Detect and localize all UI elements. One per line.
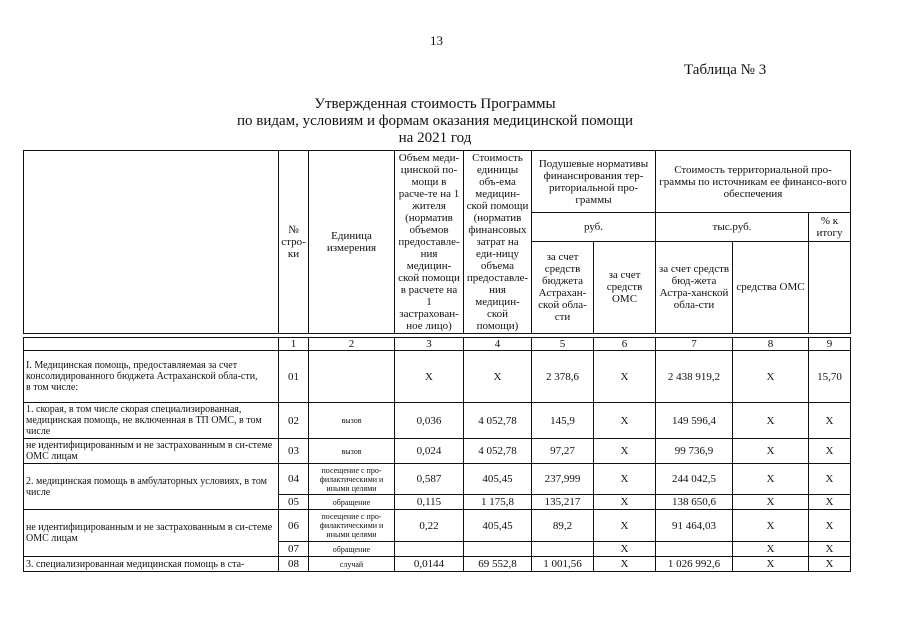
row-unit: случай xyxy=(309,557,395,572)
header-per-capita: Подушевые нормативы финансирования тер-риториальной про-граммы xyxy=(532,151,656,213)
row-unit: посещение с про-филактическими и иными целями xyxy=(309,510,395,542)
row-pct: X xyxy=(809,439,851,464)
header-thous-rub: тыс.руб. xyxy=(656,213,809,242)
row-pct: X xyxy=(809,464,851,495)
title-line-2: по видам, условиям и формам оказания медицинской помощи xyxy=(236,113,634,129)
row-unit: посещение с про-филактическими и иными целями xyxy=(309,464,395,495)
header-oms-terr: средства ОМС xyxy=(733,241,809,333)
column-number: 7 xyxy=(656,338,733,351)
row-terr-budget: 99 736,9 xyxy=(656,439,733,464)
column-number: 3 xyxy=(395,338,464,351)
row-terr-budget: 1 026 992,6 xyxy=(656,557,733,572)
column-number-row xyxy=(24,338,851,351)
row-pct: X xyxy=(809,495,851,510)
table-row xyxy=(24,510,851,542)
row-oms: X xyxy=(594,542,656,557)
column-number-blank xyxy=(24,338,279,351)
row-terr-budget: 244 042,5 xyxy=(656,464,733,495)
row-oms: X xyxy=(594,495,656,510)
table-row xyxy=(24,403,851,439)
row-terr-oms: X xyxy=(733,439,809,464)
column-number: 5 xyxy=(532,338,594,351)
column-number: 9 xyxy=(809,338,851,351)
row-oms: X xyxy=(594,557,656,572)
row-unit: обращение xyxy=(309,495,395,510)
row-name: не идентифицированным и не застрахованным в си-стеме ОМС лицам xyxy=(24,439,279,464)
table-label: Таблица № 3 xyxy=(684,62,767,78)
row-name: 1. скорая, в том числе скорая специализированная, медицинская помощь, не включенная в ТП ОМС, в том числе xyxy=(24,403,279,439)
cost-table xyxy=(23,150,851,572)
row-pct: X xyxy=(809,510,851,542)
row-unit: вызов xyxy=(309,403,395,439)
header-budget-src-terr: за счет средств бюд-жета Астра-ханской обла-сти xyxy=(656,241,733,333)
row-no: 05 xyxy=(279,495,309,510)
row-no: 02 xyxy=(279,403,309,439)
row-pct: 15,70 xyxy=(809,351,851,403)
row-no: 01 xyxy=(279,351,309,403)
row-unit: вызов xyxy=(309,439,395,464)
row-volume: 0,024 xyxy=(395,439,464,464)
row-cost: 405,45 xyxy=(464,510,532,542)
row-pct: X xyxy=(809,557,851,572)
row-cost: 4 052,78 xyxy=(464,439,532,464)
column-number: 2 xyxy=(309,338,395,351)
row-budget: 145,9 xyxy=(532,403,594,439)
row-oms: X xyxy=(594,464,656,495)
row-name: 2. медицинская помощь в амбулаторных условиях, в том числе xyxy=(24,464,279,510)
row-pct: X xyxy=(809,542,851,557)
row-terr-oms: X xyxy=(733,495,809,510)
row-terr-budget: 138 650,6 xyxy=(656,495,733,510)
row-unit xyxy=(309,351,395,403)
row-budget: 2 378,6 xyxy=(532,351,594,403)
row-no: 08 xyxy=(279,557,309,572)
row-volume: 0,22 xyxy=(395,510,464,542)
row-no: 07 xyxy=(279,542,309,557)
table-row xyxy=(24,351,851,403)
row-volume: 0,036 xyxy=(395,403,464,439)
row-terr-budget: 2 438 919,2 xyxy=(656,351,733,403)
header-volume: Объем меди-цинской по-мощи в расче-те на 1 жителя (норматив объемов предоставле-ния медицин-ской помощи в расчете на 1 застрахован-ное лицо) xyxy=(395,151,464,334)
header-rub: руб. xyxy=(532,213,656,242)
row-volume xyxy=(395,542,464,557)
row-volume: 0,0144 xyxy=(395,557,464,572)
row-terr-oms: X xyxy=(733,403,809,439)
page-number: 13 xyxy=(430,33,443,48)
row-budget: 89,2 xyxy=(532,510,594,542)
row-name: не идентифицированным и не застрахованным в си-стеме ОМС лицам xyxy=(24,510,279,557)
row-volume: 0,115 xyxy=(395,495,464,510)
row-volume: 0,587 xyxy=(395,464,464,495)
table-row xyxy=(24,464,851,495)
row-budget: 97,27 xyxy=(532,439,594,464)
title-line-1: Утвержденная стоимость Программы xyxy=(314,96,556,112)
column-number: 1 xyxy=(279,338,309,351)
row-terr-oms: X xyxy=(733,464,809,495)
row-cost: X xyxy=(464,351,532,403)
header-name xyxy=(24,151,279,334)
column-number: 4 xyxy=(464,338,532,351)
column-number: 8 xyxy=(733,338,809,351)
row-cost: 4 052,78 xyxy=(464,403,532,439)
column-number: 6 xyxy=(594,338,656,351)
title-line-3: на 2021 год xyxy=(398,130,472,146)
row-budget: 237,999 xyxy=(532,464,594,495)
row-cost xyxy=(464,542,532,557)
header-pct: % к итогу xyxy=(809,213,851,242)
row-name: 3. специализированная медицинская помощь в ста- xyxy=(24,557,279,572)
row-terr-budget: 91 464,03 xyxy=(656,510,733,542)
row-terr-oms: X xyxy=(733,510,809,542)
row-budget xyxy=(532,542,594,557)
header-row-no: № стро-ки xyxy=(279,151,309,334)
row-no: 03 xyxy=(279,439,309,464)
row-volume: X xyxy=(395,351,464,403)
row-terr-oms: X xyxy=(733,351,809,403)
header-oms-src: за счет средств ОМС xyxy=(594,241,656,333)
header-budget-src: за счет средств бюджета Астрахан-ской обла-сти xyxy=(532,241,594,333)
header-pct-empty xyxy=(809,241,851,333)
row-pct: X xyxy=(809,403,851,439)
row-terr-oms: X xyxy=(733,542,809,557)
header-territorial: Стоимость территориальной про-граммы по источникам ее финансо-вого обеспечения xyxy=(656,151,851,213)
row-terr-budget xyxy=(656,542,733,557)
row-oms: X xyxy=(594,439,656,464)
row-no: 04 xyxy=(279,464,309,495)
row-oms: X xyxy=(594,403,656,439)
row-no: 06 xyxy=(279,510,309,542)
row-terr-oms: X xyxy=(733,557,809,572)
page-title xyxy=(180,96,690,147)
table-row xyxy=(24,439,851,464)
header-cost: Стоимость единицы объ-ема медицин-ской помощи (норматив финансовых затрат на еди-ницу объема предоставле-ния медицин-ской помощи) xyxy=(464,151,532,334)
row-budget: 1 001,56 xyxy=(532,557,594,572)
row-cost: 69 552,8 xyxy=(464,557,532,572)
row-cost: 1 175,8 xyxy=(464,495,532,510)
row-cost: 405,45 xyxy=(464,464,532,495)
row-oms: X xyxy=(594,351,656,403)
row-budget: 135,217 xyxy=(532,495,594,510)
table-row xyxy=(24,557,851,572)
row-name: I. Медицинская помощь, предоставляемая за счет консолидированного бюджета Астраханской обла-сти, в том числе: xyxy=(24,351,279,403)
row-oms: X xyxy=(594,510,656,542)
row-terr-budget: 149 596,4 xyxy=(656,403,733,439)
header-unit: Единица измерения xyxy=(309,151,395,334)
row-unit: обращение xyxy=(309,542,395,557)
